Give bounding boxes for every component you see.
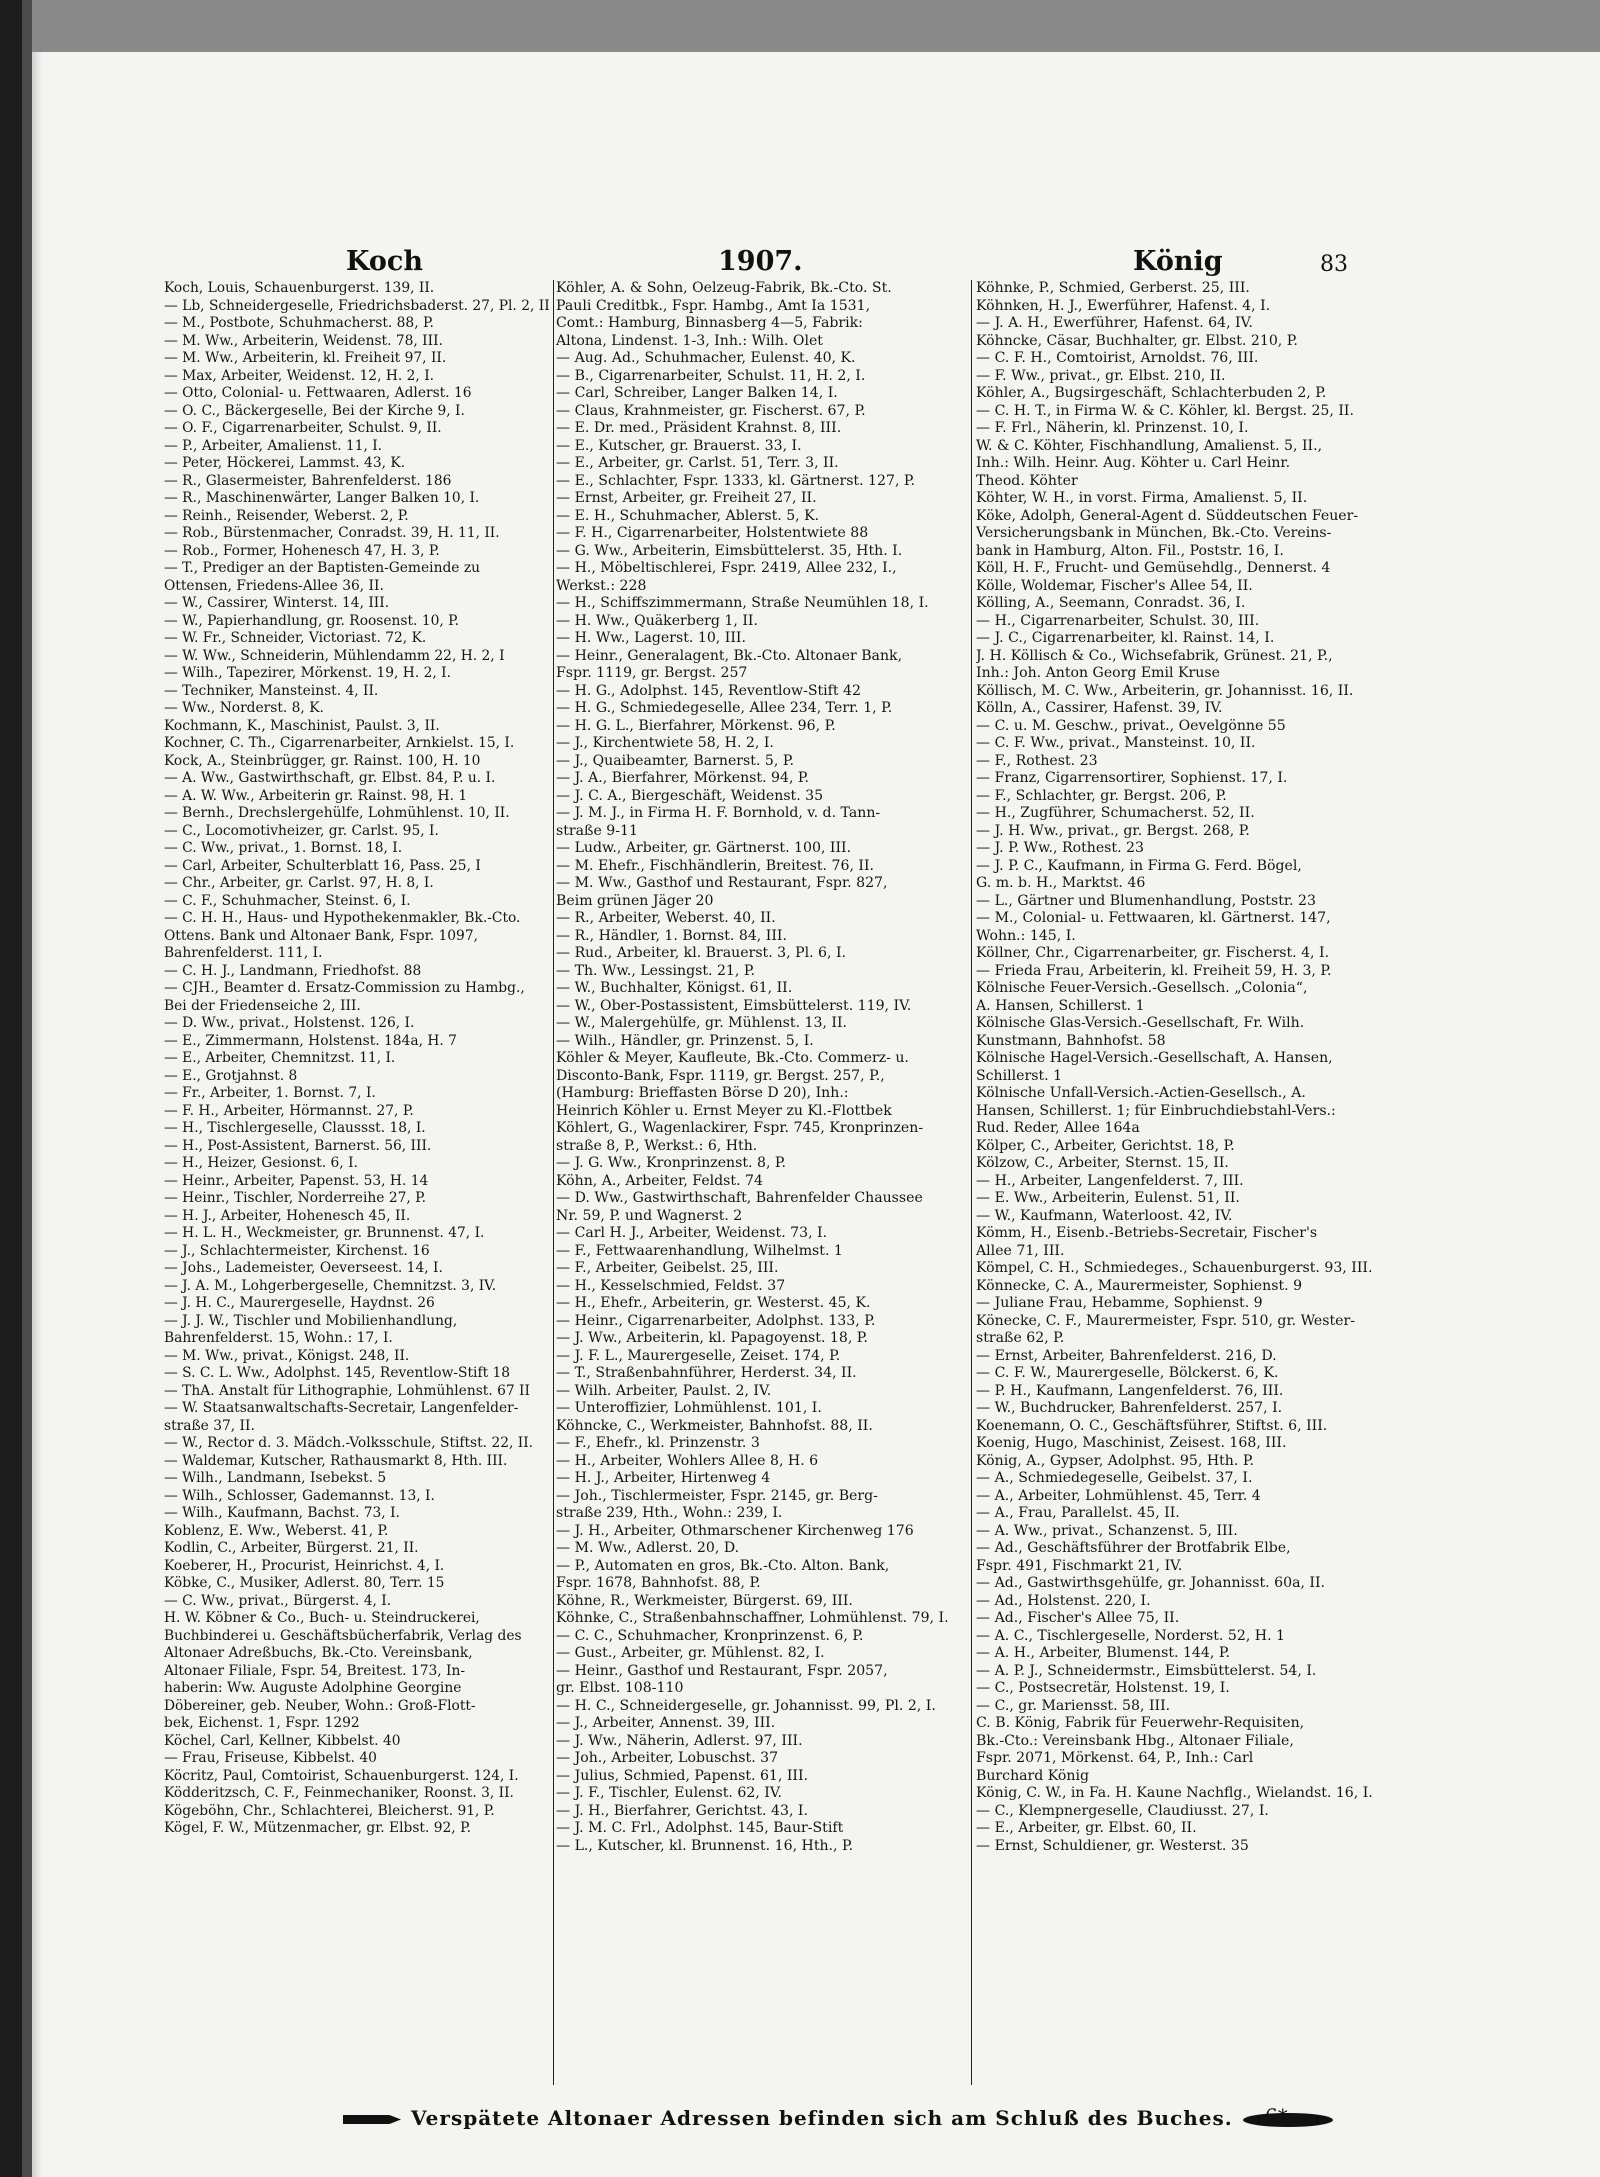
directory-entry: — Ww., Norderst. 8, K.: [164, 700, 324, 716]
directory-entry: gr. Elbst. 108-110: [556, 1680, 684, 1696]
directory-entry: — W., Kaufmann, Waterloost. 42, IV.: [976, 1207, 1233, 1224]
directory-entry: — Carl H. J., Arbeiter, Weidenst. 73, I.: [556, 1225, 828, 1241]
directory-entry: König, A., Gypser, Adolphst. 95, Hth. P.: [976, 1452, 1254, 1469]
directory-entry: C. B. König, Fabrik für Feuerwehr-Requisiten,: [976, 1715, 1305, 1731]
directory-entry: — J. F., Tischler, Eulenst. 62, IV.: [556, 1785, 783, 1801]
directory-entry: — Ad., Holstenst. 220, I.: [976, 1592, 1151, 1609]
scan-top-margin: [0, 0, 1600, 52]
directory-entry: Köhlert, G., Wagenlackirer, Fspr. 745, Kronprinzen-: [556, 1120, 924, 1136]
directory-entry: — F., Arbeiter, Geibelst. 25, III.: [556, 1260, 779, 1276]
directory-entry: — Ad., Fischer's Allee 75, II.: [976, 1610, 1180, 1626]
directory-entry: Kölper, C., Arbeiter, Gerichtst. 18, P.: [976, 1137, 1235, 1154]
directory-entry: Kögeböhn, Chr., Schlachterei, Bleicherst. 91, P.: [164, 1802, 495, 1819]
directory-entry: — Lb, Schneidergeselle, Friedrichsbaderst. 27, Pl. 2, II: [164, 297, 550, 314]
directory-entry: — C., Postsecretär, Holstenst. 19, I.: [976, 1680, 1230, 1696]
directory-entry: — Heinr., Arbeiter, Papenst. 53, H. 14: [164, 1172, 429, 1189]
directory-entry: Könnecke, C. A., Maurermeister, Sophienst. 9: [976, 1277, 1303, 1294]
directory-entry: Kölnische Feuer-Versich.-Gesellsch. „Colonia“,: [976, 980, 1308, 996]
directory-entry: Koch, Louis, Schauenburgerst. 139, II.: [164, 280, 435, 296]
directory-entry: — H., Möbeltischlerei, Fspr. 2419, Allee 232, I.,: [556, 560, 897, 576]
directory-entry: Disconto-Bank, Fspr. 1119, gr. Bergst. 257, P.,: [556, 1067, 885, 1084]
directory-entry: A. Hansen, Schillerst. 1: [976, 997, 1145, 1014]
page-number: 83: [1320, 252, 1348, 277]
directory-entry: — H. J., Arbeiter, Hirtenweg 4: [556, 1470, 771, 1486]
directory-entry: Köhnke, P., Schmied, Gerberst. 25, III.: [976, 280, 1250, 296]
directory-entry: — Joh., Arbeiter, Lobuschst. 37: [556, 1750, 779, 1766]
directory-entry: Kock, A., Steinbrügger, gr. Rainst. 100, H. 10: [164, 752, 481, 769]
directory-entry: — F. Ww., privat., gr. Elbst. 210, II.: [976, 367, 1226, 384]
directory-entry: bank in Hamburg, Alton. Fil., Poststr. 16, I.: [976, 542, 1284, 559]
directory-entry: — H., Ehefr., Arbeiterin, gr. Westerst. 45, K.: [556, 1295, 871, 1311]
directory-entry: — T., Straßenbahnführer, Herderst. 34, II.: [556, 1365, 857, 1381]
directory-entry: — M., Postbote, Schuhmacherst. 88, P.: [164, 315, 434, 331]
directory-entry: — A. H., Arbeiter, Blumenst. 144, P.: [976, 1645, 1230, 1661]
directory-entry: — O. C., Bäckergeselle, Bei der Kirche 9, I.: [164, 402, 465, 419]
directory-entry: Köllner, Chr., Cigarrenarbeiter, gr. Fischerst. 4, I.: [976, 945, 1330, 961]
directory-entry: — Techniker, Mansteinst. 4, II.: [164, 682, 379, 699]
directory-entry: — B., Cigarrenarbeiter, Schulst. 11, H. 2, I.: [556, 367, 866, 384]
directory-entry: — Peter, Höckerei, Lammst. 43, K.: [164, 455, 406, 471]
directory-entry: Döbereiner, geb. Neuber, Wohn.: Groß-Flott-: [164, 1697, 476, 1714]
directory-entry: — Ernst, Arbeiter, gr. Freiheit 27, II.: [556, 490, 817, 506]
directory-entry: — M. Ww., Arbeiterin, kl. Freiheit 97, II.: [164, 350, 447, 366]
directory-column-3: [976, 280, 1384, 2085]
directory-entry: — C. F. W., Maurergeselle, Bölckerst. 6, K.: [976, 1365, 1279, 1381]
directory-entry: — F., Ehefr., kl. Prinzenstr. 3: [556, 1435, 760, 1451]
directory-entry: — C. H. H., Haus- und Hypothekenmakler, Bk.-Cto.: [164, 910, 521, 926]
directory-entry: — M. Ww., Arbeiterin, Weidenst. 78, III.: [164, 332, 443, 349]
directory-entry: — M. Ww., Gasthof und Restaurant, Fspr. 827,: [556, 875, 888, 891]
directory-entry: Inh.: Wilh. Heinr. Aug. Köhter u. Carl Heinr.: [976, 455, 1291, 471]
directory-entry: — J. A., Bierfahrer, Mörkenst. 94, P.: [556, 770, 810, 786]
directory-entry: Kölling, A., Seemann, Conradst. 36, I.: [976, 595, 1246, 611]
directory-entry: — F. Frl., Näherin, kl. Prinzenst. 10, I.: [976, 420, 1249, 436]
directory-entry: König, C. W., in Fa. H. Kaune Nachflg., Wielandst. 16, I.: [976, 1785, 1373, 1801]
running-header-right: König: [1133, 246, 1223, 277]
directory-entry: Allee 71, III.: [976, 1242, 1065, 1259]
directory-entry: — W. Fr., Schneider, Victoriast. 72, K.: [164, 630, 427, 646]
directory-entry: — E., Grotjahnst. 8: [164, 1067, 298, 1084]
directory-entry: — P. H., Kaufmann, Langenfelderst. 76, III.: [976, 1382, 1284, 1399]
directory-entry: — J. A. H., Ewerführer, Hafenst. 64, IV.: [976, 315, 1253, 331]
directory-entry: Köhler, A., Bugsirgeschäft, Schlachterbuden 2, P.: [976, 385, 1327, 401]
directory-entry: — Wilh., Händler, gr. Prinzenst. 5, I.: [556, 1032, 814, 1049]
directory-entry: Pauli Creditbk., Fspr. Hambg., Amt Ia 1531,: [556, 297, 871, 314]
directory-entry: straße 37, II.: [164, 1417, 255, 1434]
directory-entry: Köhler & Meyer, Kaufleute, Bk.-Cto. Commerz- u.: [556, 1050, 909, 1066]
directory-entry: — A., Schmiedegeselle, Geibelst. 37, I.: [976, 1470, 1253, 1486]
directory-entry: — H. C., Schneidergeselle, gr. Johannisst. 99, Pl. 2, I.: [556, 1697, 936, 1714]
directory-entry: — J. H. Ww., privat., gr. Bergst. 268, P.: [976, 822, 1250, 839]
directory-entry: — Wilh., Kaufmann, Bachst. 73, I.: [164, 1505, 400, 1521]
directory-entry: — P., Automaten en gros, Bk.-Cto. Alton. Bank,: [556, 1557, 890, 1574]
directory-entry: — C., Locomotivheizer, gr. Carlst. 95, I.: [164, 822, 439, 839]
directory-entry: — H., Tischlergeselle, Claussst. 18, I.: [164, 1120, 426, 1136]
directory-entry: — M. Ehefr., Fischhändlerin, Breitest. 76, II.: [556, 857, 875, 874]
directory-entry: Koenig, Hugo, Maschinist, Zeisest. 168, III.: [976, 1435, 1287, 1451]
directory-entry: — E., Schlachter, Fspr. 1333, kl. Gärtnerst. 127, P.: [556, 472, 916, 489]
directory-entry: — Franz, Cigarrensortirer, Sophienst. 17, I.: [976, 770, 1288, 786]
directory-entry: — G. Ww., Arbeiterin, Eimsbüttelerst. 35, Hth. I.: [556, 542, 903, 559]
directory-entry: Köhnken, H. J., Ewerführer, Hafenst. 4, I.: [976, 297, 1271, 314]
directory-entry: Kögel, F. W., Mützenmacher, gr. Elbst. 92, P.: [164, 1820, 471, 1836]
directory-entry: Kunstmann, Bahnhofst. 58: [976, 1032, 1166, 1049]
running-header-year: 1907.: [718, 246, 803, 277]
directory-entry: — J. A. M., Lohgerbergeselle, Chemnitzst. 3, IV.: [164, 1277, 497, 1294]
signature-mark: 6*: [1265, 2104, 1288, 2128]
directory-entry: — Waldemar, Kutscher, Rathausmarkt 8, Hth. III.: [164, 1452, 508, 1469]
directory-entry: — Rob., Former, Hohenesch 47, H. 3, P.: [164, 542, 440, 559]
directory-entry: — Reinh., Reisender, Weberst. 2, P.: [164, 507, 409, 524]
directory-entry: — J., Schlachtermeister, Kirchenst. 16: [164, 1242, 430, 1259]
directory-entry: — C. H. J., Landmann, Friedhofst. 88: [164, 962, 422, 979]
directory-entry: Köke, Adolph, General-Agent d. Süddeutschen Feuer-: [976, 507, 1359, 524]
directory-entry: — Julius, Schmied, Papenst. 61, III.: [556, 1767, 809, 1784]
directory-entry: — Heinr., Cigarrenarbeiter, Adolphst. 133, P.: [556, 1312, 876, 1329]
directory-entry: — F., Rothest. 23: [976, 752, 1098, 769]
directory-entry: — J. G. Ww., Kronprinzenst. 8, P.: [556, 1155, 787, 1171]
directory-entry: G. m. b. H., Marktst. 46: [976, 875, 1146, 891]
directory-entry: Kölnische Hagel-Versich.-Gesellschaft, A. Hansen,: [976, 1050, 1333, 1066]
directory-entry: — W., Buchdrucker, Bahrenfelderst. 257, I.: [976, 1400, 1283, 1416]
directory-entry: — Chr., Arbeiter, gr. Carlst. 97, H. 8, I.: [164, 875, 434, 891]
directory-entry: Fspr. 2071, Mörkenst. 64, P., Inh.: Carl: [976, 1750, 1254, 1766]
directory-entry: — J., Arbeiter, Annenst. 39, III.: [556, 1715, 776, 1731]
directory-entry: — C. H. T., in Firma W. & C. Köhler, kl. Bergst. 25, II.: [976, 402, 1354, 419]
directory-entry: — C., Klempnergeselle, Claudiusst. 27, I.: [976, 1802, 1269, 1819]
directory-entry: Köchel, Carl, Kellner, Kibbelst. 40: [164, 1732, 401, 1749]
directory-entry: — Th. Ww., Lessingst. 21, P.: [556, 962, 755, 979]
directory-entry: — H., Post-Assistent, Barnerst. 56, III.: [164, 1137, 432, 1154]
directory-entry: — R., Maschinenwärter, Langer Balken 10, I.: [164, 490, 480, 506]
directory-entry: — H. L. H., Weckmeister, gr. Brunnenst. 47, I.: [164, 1225, 485, 1241]
directory-entry: Köhler, A. & Sohn, Oelzeug-Fabrik, Bk.-Cto. St.: [556, 280, 892, 296]
directory-entry: — Heinr., Tischler, Norderreihe 27, P.: [164, 1190, 427, 1206]
directory-entry: — J. H., Bierfahrer, Gerichtst. 43, I.: [556, 1802, 808, 1819]
directory-entry: Comt.: Hamburg, Binnasberg 4—5, Fabrik:: [556, 315, 863, 331]
directory-entry: Beim grünen Jäger 20: [556, 892, 714, 909]
directory-entry: — A. P. J., Schneidermstr., Eimsbüttelerst. 54, I.: [976, 1662, 1317, 1679]
directory-entry: Bei der Friedenseiche 2, III.: [164, 997, 361, 1014]
directory-entry: — C. F. H., Comtoirist, Arnoldst. 76, III.: [976, 350, 1259, 366]
directory-entry: — E., Zimmermann, Holstenst. 184a, H. 7: [164, 1032, 457, 1049]
directory-entry: Köhter, W. H., in vorst. Firma, Amalienst. 5, II.: [976, 490, 1308, 506]
directory-entry: Köcritz, Paul, Comtoirist, Schauenburgerst. 124, I.: [164, 1767, 519, 1784]
directory-entry: Kömm, H., Eisenb.-Betriebs-Secretair, Fischer's: [976, 1225, 1318, 1241]
directory-entry: — Heinr., Gasthof und Restaurant, Fspr. 2057,: [556, 1662, 888, 1679]
directory-entry: haberin: Ww. Auguste Adolphine Georgine: [164, 1680, 462, 1696]
directory-entry: — E., Arbeiter, gr. Carlst. 51, Terr. 3, II.: [556, 455, 839, 471]
directory-entry: Bahrenfelderst. 15, Wohn.: 17, I.: [164, 1330, 393, 1346]
directory-entry: — J. C. A., Biergeschäft, Weidenst. 35: [556, 787, 824, 804]
directory-entry: Burchard König: [976, 1767, 1090, 1784]
directory-entry: — Unteroffizier, Lohmühlenst. 101, I.: [556, 1400, 822, 1416]
directory-entry: — R., Arbeiter, Weberst. 40, II.: [556, 910, 776, 926]
directory-entry: Nr. 59, P. und Wagnerst. 2: [556, 1207, 743, 1224]
directory-entry: — J. M. J., in Firma H. F. Bornhold, v. d. Tann-: [556, 805, 881, 821]
directory-entry: — A. W. Ww., Arbeiterin gr. Rainst. 98, H. 1: [164, 787, 468, 804]
directory-entry: — W., Rector d. 3. Mädch.-Volksschule, Stiftst. 22, II.: [164, 1435, 534, 1451]
directory-column-2: [556, 280, 968, 2085]
directory-entry: Köhncke, C., Werkmeister, Bahnhofst. 88, II.: [556, 1417, 873, 1434]
directory-entry: — Wilh. Arbeiter, Paulst. 2, IV.: [556, 1382, 772, 1399]
directory-entry: — D. Ww., Gastwirthschaft, Bahrenfelder Chaussee: [556, 1190, 923, 1206]
directory-entry: — E. Ww., Arbeiterin, Eulenst. 51, II.: [976, 1190, 1240, 1206]
directory-entry: — C. Ww., privat., 1. Bornst. 18, I.: [164, 840, 403, 856]
directory-entry: — S. C. L. Ww., Adolphst. 145, Reventlow-Stift 18: [164, 1365, 511, 1381]
directory-entry: Ködderitzsch, C. F., Feinmechaniker, Roonst. 3, II.: [164, 1785, 514, 1801]
directory-entry: — J., Kirchentwiete 58, H. 2, I.: [556, 735, 774, 751]
directory-entry: Kölzow, C., Arbeiter, Sternst. 15, II.: [976, 1155, 1229, 1171]
directory-entry: — ThA. Anstalt für Lithographie, Lohmühlenst. 67 II: [164, 1382, 530, 1399]
directory-entry: Fspr. 1119, gr. Bergst. 257: [556, 665, 748, 681]
directory-entry: Kölnische Glas-Versich.-Gesellschaft, Fr. Wilh.: [976, 1015, 1305, 1031]
directory-entry: H. W. Köbner & Co., Buch- u. Steindruckerei,: [164, 1610, 480, 1626]
directory-entry: — W., Ober-Postassistent, Eimsbüttelerst. 119, IV.: [556, 997, 912, 1014]
directory-entry: — H., Schiffszimmermann, Straße Neumühlen 18, I.: [556, 595, 929, 611]
directory-entry: Werkst.: 228: [556, 577, 647, 594]
footer-notice: [343, 2106, 1333, 2130]
running-header-left: Koch: [346, 246, 423, 277]
directory-entry: — CJH., Beamter d. Ersatz-Commission zu Hambg.,: [164, 980, 525, 996]
directory-entry: — Ad., Geschäftsführer der Brotfabrik Elbe,: [976, 1540, 1291, 1556]
directory-entry: Kölle, Woldemar, Fischer's Allee 54, II.: [976, 577, 1253, 594]
directory-entry: Altonaer Adreßbuchs, Bk.-Cto. Vereinsbank,: [164, 1645, 473, 1661]
directory-entry: — H. J., Arbeiter, Hohenesch 45, II.: [164, 1207, 411, 1224]
directory-entry: — H., Kesselschmied, Feldst. 37: [556, 1277, 786, 1294]
directory-entry: straße 239, Hth., Wohn.: 239, I.: [556, 1505, 783, 1521]
directory-entry: — H., Zugführer, Schumacherst. 52, II.: [976, 805, 1255, 821]
directory-entry: Altona, Lindenst. 1-3, Inh.: Wilh. Olet: [556, 332, 823, 349]
directory-entry: — D. Ww., privat., Holstenst. 126, I.: [164, 1015, 415, 1031]
directory-entry: — Aug. Ad., Schuhmacher, Eulenst. 40, K.: [556, 350, 856, 366]
directory-entry: Köhnke, C., Straßenbahnschaffner, Lohmühlenst. 79, I.: [556, 1610, 949, 1626]
directory-entry: Könecke, C. F., Maurermeister, Fspr. 510, gr. Wester-: [976, 1312, 1355, 1329]
directory-entry: — Fr., Arbeiter, 1. Bornst. 7, I.: [164, 1085, 376, 1101]
directory-entry: — J. J. W., Tischler und Mobilienhandlung,: [164, 1312, 458, 1329]
directory-entry: — F. H., Cigarrenarbeiter, Holstentwiete 88: [556, 525, 869, 541]
directory-entry: — J. Ww., Arbeiterin, kl. Papagoyenst. 18, P.: [556, 1330, 868, 1346]
directory-entry: — M. Ww., privat., Königst. 248, II.: [164, 1347, 410, 1364]
directory-entry: Kömpel, C. H., Schmiedeges., Schauenburgerst. 93, III.: [976, 1260, 1373, 1276]
directory-entry: — C. F. Ww., privat., Mansteinst. 10, II.: [976, 735, 1256, 751]
directory-entry: — C. C., Schuhmacher, Kronprinzenst. 6, P.: [556, 1627, 864, 1644]
directory-entry: Rud. Reder, Allee 164a: [976, 1120, 1140, 1136]
directory-entry: — M., Colonial- u. Fettwaaren, kl. Gärtnerst. 147,: [976, 910, 1331, 926]
directory-entry: — W. Staatsanwaltschafts-Secretair, Langenfelder-: [164, 1400, 519, 1416]
directory-entry: — M. Ww., Adlerst. 20, D.: [556, 1540, 740, 1556]
directory-entry: — Rob., Bürstenmacher, Conradst. 39, H. 11, II.: [164, 525, 500, 541]
directory-entry: Inh.: Joh. Anton Georg Emil Kruse: [976, 665, 1220, 681]
directory-entry: — A. Ww., Gastwirthschaft, gr. Elbst. 84, P. u. I.: [164, 770, 496, 786]
directory-entry: J. H. Köllisch & Co., Wichsefabrik, Grünest. 21, P.,: [976, 647, 1333, 664]
directory-entry: Köbke, C., Musiker, Adlerst. 80, Terr. 15: [164, 1575, 445, 1591]
directory-entry: — H., Arbeiter, Wohlers Allee 8, H. 6: [556, 1452, 819, 1469]
directory-entry: — C. F., Schuhmacher, Steinst. 6, I.: [164, 892, 411, 909]
directory-entry: Theod. Köhter: [976, 472, 1078, 489]
directory-entry: — Otto, Colonial- u. Fettwaaren, Adlerst. 16: [164, 385, 472, 401]
directory-entry: — C., gr. Mariensst. 58, III.: [976, 1697, 1171, 1714]
directory-entry: Köhne, R., Werkmeister, Bürgerst. 69, III.: [556, 1592, 853, 1609]
directory-entry: Ottens. Bank und Altonaer Bank, Fspr. 1097,: [164, 927, 478, 944]
directory-entry: Kölnische Unfall-Versich.-Actien-Gesellsch., A.: [976, 1085, 1306, 1101]
directory-entry: Köll, H. F., Frucht- und Gemüsehdlg., Dennerst. 4: [976, 560, 1331, 576]
page-fold-shadow: [32, 52, 42, 2177]
scan-binding-edge: [0, 0, 22, 2177]
directory-entry: — H. Ww., Lagerst. 10, III.: [556, 630, 746, 646]
directory-entry: — F., Fettwaarenhandlung, Wilhelmst. 1: [556, 1242, 843, 1259]
directory-entry: Versicherungsbank in München, Bk.-Cto. Vereins-: [976, 525, 1332, 541]
directory-entry: — Johs., Lademeister, Oeverseest. 14, I.: [164, 1260, 443, 1276]
directory-entry: Koenemann, O. C., Geschäftsführer, Stiftst. 6, III.: [976, 1417, 1328, 1434]
directory-entry: — H. Ww., Quäkerberg 1, II.: [556, 612, 758, 629]
directory-entry: — T., Prediger an der Baptisten-Gemeinde zu: [164, 560, 481, 576]
directory-entry: — W., Malergehülfe, gr. Mühlenst. 13, II.: [556, 1015, 848, 1031]
directory-entry: — Ernst, Arbeiter, Bahrenfelderst. 216, D.: [976, 1347, 1277, 1364]
directory-entry: — R., Glasermeister, Bahrenfelderst. 186: [164, 472, 452, 489]
directory-entry: — F. H., Arbeiter, Hörmannst. 27, P.: [164, 1102, 414, 1119]
directory-entry: — J. F. L., Maurergeselle, Zeiset. 174, P.: [556, 1347, 841, 1364]
directory-entry: — H. G., Adolphst. 145, Reventlow-Stift 42: [556, 682, 861, 699]
directory-entry: Hansen, Schillerst. 1; für Einbruchdiebstahl-Vers.:: [976, 1102, 1336, 1119]
directory-entry: — H., Cigarrenarbeiter, Schulst. 30, III.: [976, 612, 1260, 629]
directory-entry: — P., Arbeiter, Amalienst. 11, I.: [164, 437, 383, 454]
directory-entry: — H., Heizer, Gesionst. 6, I.: [164, 1155, 358, 1171]
directory-entry: — A. C., Tischlergeselle, Norderst. 52, H. 1: [976, 1627, 1286, 1644]
directory-entry: Heinrich Köhler u. Ernst Meyer zu Kl.-Flottbek: [556, 1102, 892, 1119]
directory-entry: straße 8, P., Werkst.: 6, Hth.: [556, 1137, 758, 1154]
directory-entry: Köhncke, Cäsar, Buchhalter, gr. Elbst. 210, P.: [976, 332, 1298, 349]
directory-entry: straße 62, P.: [976, 1330, 1065, 1346]
directory-entry: — Carl, Arbeiter, Schulterblatt 16, Pass. 25, I: [164, 857, 481, 874]
directory-entry: — H., Arbeiter, Langenfelderst. 7, III.: [976, 1172, 1244, 1189]
directory-entry: — F., Schlachter, gr. Bergst. 206, P.: [976, 787, 1227, 804]
directory-entry: — J. P. C., Kaufmann, in Firma G. Ferd. Bögel,: [976, 857, 1302, 874]
directory-entry: — Frieda Frau, Arbeiterin, kl. Freiheit 59, H. 3, P.: [976, 962, 1332, 979]
directory-entry: Bk.-Cto.: Vereinsbank Hbg., Altonaer Filiale,: [976, 1732, 1294, 1749]
directory-entry: — C. u. M. Geschw., privat., Oevelgönne 55: [976, 717, 1286, 734]
directory-entry: Altonaer Filiale, Fspr. 54, Breitest. 173, In-: [164, 1662, 466, 1679]
directory-entry: — A., Arbeiter, Lohmühlenst. 45, Terr. 4: [976, 1487, 1261, 1504]
directory-entry: Köllisch, M. C. Ww., Arbeiterin, gr. Johannisst. 16, II.: [976, 682, 1354, 699]
directory-entry: — E. Dr. med., Präsident Krahnst. 8, III.: [556, 420, 842, 436]
directory-entry: Bahrenfelderst. 111, I.: [164, 945, 323, 961]
directory-entry: — Rud., Arbeiter, kl. Brauerst. 3, Pl. 6, I.: [556, 945, 847, 961]
footer-notice-text: Verspätete Altonaer Adressen befinden sich am Schluß des Buches.: [411, 2106, 1233, 2130]
directory-entry: — J. M. C. Frl., Adolphst. 145, Baur-Stift: [556, 1820, 844, 1836]
directory-entry: straße 9-11: [556, 822, 638, 839]
directory-entry: — Wilh., Tapezirer, Mörkenst. 19, H. 2, I.: [164, 665, 451, 681]
directory-entry: — Frau, Friseuse, Kibbelst. 40: [164, 1750, 377, 1766]
directory-entry: — Wilh., Landmann, Isebekst. 5: [164, 1470, 387, 1486]
directory-entry: — W. Ww., Schneiderin, Mühlendamm 22, H. 2, I: [164, 647, 505, 664]
directory-entry: — Heinr., Generalagent, Bk.-Cto. Altonaer Bank,: [556, 647, 903, 664]
directory-entry: — W., Cassirer, Winterst. 14, III.: [164, 595, 390, 611]
directory-entry: — Max, Arbeiter, Weidenst. 12, H. 2, I.: [164, 367, 435, 384]
directory-entry: — E., Arbeiter, gr. Elbst. 60, II.: [976, 1820, 1197, 1836]
directory-entry: (Hamburg: Brieffasten Börse D 20), Inh.:: [556, 1085, 849, 1101]
directory-entry: — R., Händler, 1. Bornst. 84, III.: [556, 927, 787, 944]
directory-entry: — J. H. C., Maurergeselle, Haydnst. 26: [164, 1295, 435, 1311]
directory-entry: Köhn, A., Arbeiter, Feldst. 74: [556, 1172, 763, 1189]
directory-entry: — H. G. L., Bierfahrer, Mörkenst. 96, P.: [556, 717, 836, 734]
directory-entry: — J., Quaibeamter, Barnerst. 5, P.: [556, 752, 794, 769]
directory-entry: — J. H., Arbeiter, Othmarschener Kirchenweg 176: [556, 1522, 914, 1539]
directory-entry: — Ludw., Arbeiter, gr. Gärtnerst. 100, III.: [556, 840, 852, 856]
directory-entry: — Gust., Arbeiter, gr. Mühlenst. 82, I.: [556, 1645, 825, 1661]
pointing-hand-icon: [343, 2115, 401, 2124]
directory-entry: — J. Ww., Näherin, Adlerst. 97, III.: [556, 1732, 803, 1749]
directory-entry: — Carl, Schreiber, Langer Balken 14, I.: [556, 385, 838, 401]
directory-entry: Wohn.: 145, I.: [976, 927, 1076, 944]
directory-entry: — C. Ww., privat., Bürgerst. 4, I.: [164, 1592, 392, 1609]
directory-entry: — Joh., Tischlermeister, Fspr. 2145, gr. Berg-: [556, 1487, 878, 1504]
directory-entry: — J. C., Cigarrenarbeiter, kl. Rainst. 14, I.: [976, 630, 1275, 646]
directory-entry: — A., Frau, Parallelst. 45, II.: [976, 1505, 1180, 1521]
directory-entry: W. & C. Köhter, Fischhandlung, Amalienst. 5, II.,: [976, 437, 1323, 454]
directory-entry: Kölln, A., Cassirer, Hafenst. 39, IV.: [976, 700, 1223, 716]
column-rule: [971, 280, 972, 2085]
directory-entry: — L., Gärtner und Blumenhandlung, Poststr. 23: [976, 892, 1316, 909]
directory-entry: — L., Kutscher, kl. Brunnenst. 16, Hth., P.: [556, 1837, 854, 1854]
directory-entry: — E. H., Schuhmacher, Ablerst. 5, K.: [556, 507, 820, 524]
directory-entry: — E., Arbeiter, Chemnitzst. 11, I.: [164, 1050, 396, 1066]
directory-entry: Koblenz, E. Ww., Weberst. 41, P.: [164, 1522, 389, 1539]
directory-entry: — Bernh., Drechslergehülfe, Lohmühlenst. 10, II.: [164, 805, 510, 821]
directory-entry: — Ad., Gastwirthsgehülfe, gr. Johannisst. 60a, II.: [976, 1575, 1326, 1591]
directory-entry: — W., Papierhandlung, gr. Roosenst. 10, P.: [164, 612, 460, 629]
directory-entry: Kodlin, C., Arbeiter, Bürgerst. 21, II.: [164, 1540, 419, 1556]
directory-entry: — Juliane Frau, Hebamme, Sophienst. 9: [976, 1295, 1263, 1311]
directory-entry: Fspr. 491, Fischmarkt 21, IV.: [976, 1557, 1183, 1574]
scan-binding-shadow: [22, 0, 32, 2177]
directory-entry: Schillerst. 1: [976, 1067, 1063, 1084]
directory-entry: — Wilh., Schlosser, Gademannst. 13, I.: [164, 1487, 435, 1504]
directory-entry: Ottensen, Friedens-Allee 36, II.: [164, 577, 384, 594]
directory-entry: Kochner, C. Th., Cigarrenarbeiter, Arnkielst. 15, I.: [164, 735, 515, 751]
directory-entry: — A. Ww., privat., Schanzenst. 5, III.: [976, 1522, 1238, 1539]
directory-entry: — E., Kutscher, gr. Brauerst. 33, I.: [556, 437, 802, 454]
directory-entry: — O. F., Cigarrenarbeiter, Schulst. 9, II.: [164, 420, 442, 436]
column-rule: [553, 280, 554, 2085]
directory-entry: — Ernst, Schuldiener, gr. Westerst. 35: [976, 1837, 1249, 1854]
directory-entry: Buchbinderei u. Geschäftsbücherfabrik, Verlag des: [164, 1627, 522, 1644]
directory-entry: Koeberer, H., Procurist, Heinrichst. 4, I.: [164, 1557, 445, 1574]
directory-entry: bek, Eichenst. 1, Fspr. 1292: [164, 1715, 360, 1731]
directory-entry: — J. P. Ww., Rothest. 23: [976, 840, 1144, 856]
printer-ornament-icon: [1243, 2113, 1333, 2127]
directory-entry: Fspr. 1678, Bahnhofst. 88, P.: [556, 1575, 761, 1591]
directory-entry: — H. G., Schmiedegeselle, Allee 234, Terr. 1, P.: [556, 700, 893, 716]
directory-entry: Kochmann, K., Maschinist, Paulst. 3, II.: [164, 717, 440, 734]
directory-entry: — Claus, Krahnmeister, gr. Fischerst. 67, P.: [556, 402, 866, 419]
directory-column-1: [164, 280, 552, 2085]
directory-entry: — W., Buchhalter, Königst. 61, II.: [556, 980, 793, 996]
